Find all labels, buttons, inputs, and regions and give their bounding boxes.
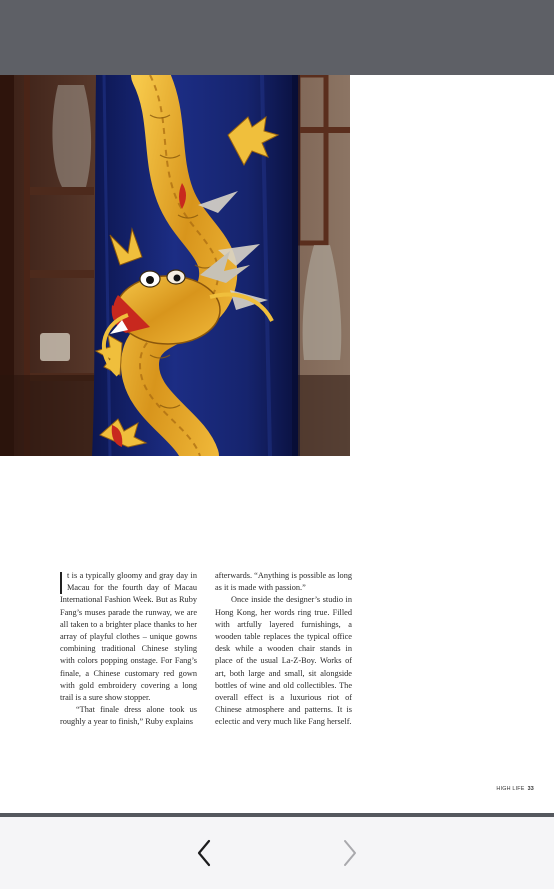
article-paragraph: afterwards. “Anything is possible as long as it is made with passion.” (215, 571, 352, 593)
previous-page-button[interactable] (189, 837, 219, 869)
article-column-right (215, 570, 352, 729)
article-column-left (60, 570, 197, 729)
chevron-left-icon (196, 839, 212, 867)
bottom-navigation-bar (0, 817, 554, 889)
dragon-dress-photo (0, 75, 350, 456)
publication-name: HIGH LIFE (496, 786, 525, 792)
next-page-button[interactable] (335, 837, 365, 869)
chevron-right-icon (342, 839, 358, 867)
page-folio (496, 786, 534, 792)
article-paragraph: “That finale dress alone took us roughly a year to finish,” Ruby explains (60, 705, 197, 727)
article-body (60, 570, 351, 760)
magazine-page (0, 75, 554, 813)
article-paragraph: Once inside the designer’s studio in Hong Kong, her words ring true. Filled with artfully layered furnishings, a wooden table replaces the typical office desk while a wooden chair stands in place of the usual La-Z-Boy. Works of art, both large and small, sit alongside bottles of wine and old collectibles. The overall effect is a luxurious riot of Chinese atmosphere and patterns. It is eclectic and very much like Fang herself. (215, 595, 352, 727)
article-paragraph (60, 570, 197, 704)
page-number: 33 (527, 786, 534, 792)
drop-cap (60, 572, 64, 594)
top-toolbar (0, 0, 554, 75)
article-paragraph-text: t is a typically gloomy and gray day in Macau for the fourth day of Macau International Fashion Week. But as Ruby Fang’s muses parade the runway, we are all taken to a brighter place thanks to her array of playful clothes – unique gowns combining traditional Chinese styling with colors popping onstage. For Fang’s finale, a Chinese customary red gown with gold embroidery covering a long trail is a sure show stopper. (60, 571, 197, 703)
